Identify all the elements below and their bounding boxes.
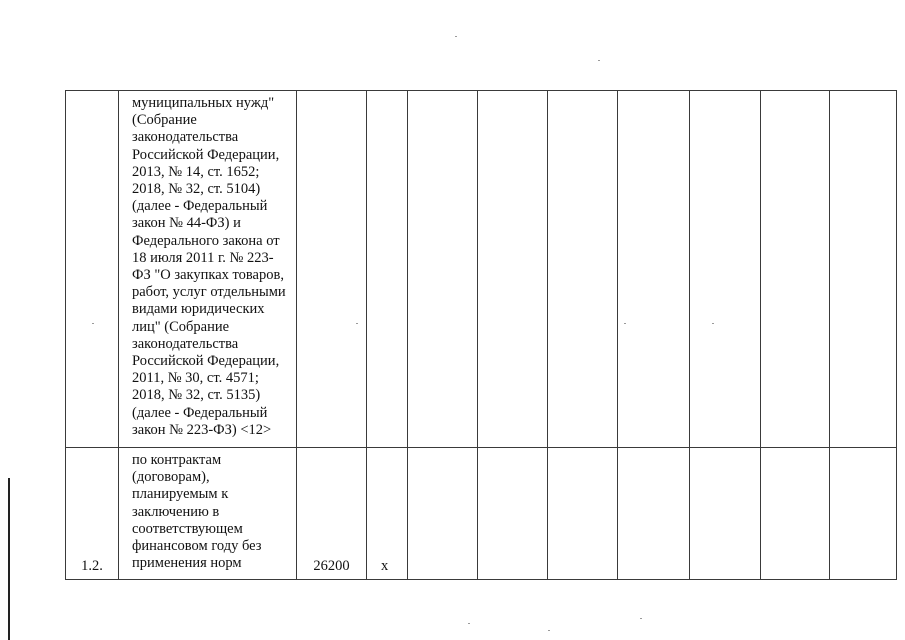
scan-speck xyxy=(92,323,94,324)
table-row xyxy=(66,91,897,448)
scan-speck xyxy=(598,60,600,61)
row-number-cell xyxy=(66,91,119,448)
scan-speck xyxy=(624,323,626,324)
description-cell xyxy=(119,91,297,448)
scan-speck xyxy=(712,323,714,324)
empty-cell xyxy=(830,91,897,448)
scan-edge-line xyxy=(8,478,10,640)
row-number-cell xyxy=(66,448,119,580)
scan-speck xyxy=(468,623,470,624)
empty-cell xyxy=(478,448,548,580)
empty-cell xyxy=(761,91,830,448)
description-cell xyxy=(119,448,297,580)
description-text: по контрактам (договорам), планируемым к заключению в соответствующем финансовом году без применения норм xyxy=(132,452,262,572)
empty-cell xyxy=(478,91,548,448)
empty-cell xyxy=(761,448,830,580)
scan-speck xyxy=(455,36,457,37)
data-table xyxy=(65,90,897,580)
code-value: 26200 xyxy=(313,557,350,574)
empty-cell xyxy=(548,91,618,448)
empty-cell xyxy=(690,448,761,580)
empty-cell xyxy=(618,91,690,448)
value-cell xyxy=(367,91,408,448)
code-cell xyxy=(297,91,367,448)
x-mark: х xyxy=(381,557,389,574)
value-cell xyxy=(367,448,408,580)
empty-cell xyxy=(690,91,761,448)
table-row xyxy=(66,448,897,580)
empty-cell xyxy=(408,91,478,448)
row-number: 1.2. xyxy=(81,557,103,574)
code-cell xyxy=(297,448,367,580)
scan-speck xyxy=(640,618,642,619)
scan-speck xyxy=(548,630,550,631)
empty-cell xyxy=(548,448,618,580)
empty-cell xyxy=(830,448,897,580)
empty-cell xyxy=(408,448,478,580)
empty-cell xyxy=(618,448,690,580)
scan-speck xyxy=(356,323,358,324)
description-text: муниципальных нужд" (Собрание законодательства Российской Федерации, 2013, № 14, ст. 1652; 2018, № 32, ст. 5104) (далее - Федеральный закон № 44-ФЗ) и Федерального закона от 18 июля 2011 г. № 223- ФЗ "О закупках товаров, работ, услуг отдельными видами юридических лиц" (Собрание законодательства Российской Федерации, 2011, № 30, ст. 4571; 2018, № 32, ст. 5135) (далее - Федеральный закон № 223-ФЗ) <12> xyxy=(132,95,286,438)
